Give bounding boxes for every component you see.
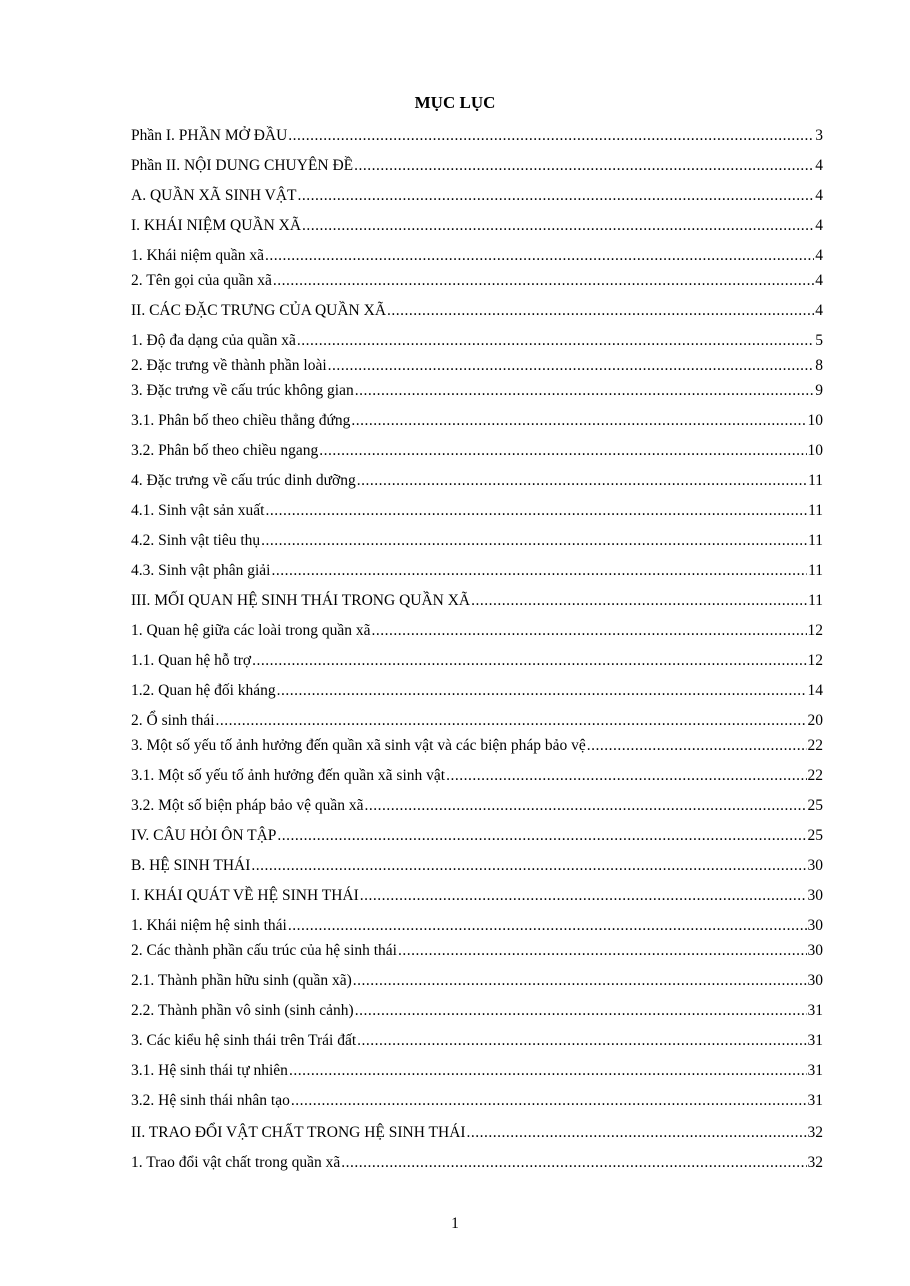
toc-dot-leader: [357, 1030, 806, 1052]
toc-entry-label: 1. Quan hệ giữa các loài trong quần xã: [131, 622, 371, 639]
toc-entry-page: 11: [808, 532, 823, 549]
toc-dot-leader: [357, 470, 807, 492]
toc-entry-30[interactable]: [131, 970, 823, 992]
toc-entry-11[interactable]: [131, 410, 823, 432]
page-number: 1: [451, 1215, 459, 1232]
toc-dot-leader: [360, 885, 807, 907]
toc-dot-leader: [467, 1122, 807, 1144]
toc-entry-page: 30: [807, 917, 823, 934]
toc-entry-label: 2.1. Thành phần hữu sinh (quần xã): [131, 972, 352, 989]
toc-entry-10[interactable]: [131, 380, 823, 402]
toc-entry-label: 2. Tên gọi của quần xã: [131, 272, 272, 289]
toc-dot-leader: [251, 855, 806, 877]
toc-entry-31[interactable]: [131, 1000, 823, 1022]
toc-entry-23[interactable]: [131, 765, 823, 787]
toc-entry-26[interactable]: [131, 855, 823, 877]
toc-dot-leader: [319, 440, 806, 462]
toc-dot-leader: [364, 795, 806, 817]
toc-entry-label: Phần I. PHẦN MỞ ĐẦU: [131, 127, 288, 144]
toc-entry-page: 4: [815, 247, 823, 264]
toc-dot-leader: [273, 270, 814, 292]
toc-entry-7[interactable]: [131, 300, 823, 322]
toc-entry-page: 32: [807, 1154, 823, 1171]
toc-dot-leader: [353, 970, 807, 992]
toc-entry-label: 2.2. Thành phần vô sinh (sinh cảnh): [131, 1002, 354, 1019]
toc-entry-8[interactable]: [131, 330, 823, 352]
toc-entry-label: 3.2. Phân bố theo chiều ngang: [131, 442, 319, 459]
toc-dot-leader: [289, 1060, 807, 1082]
toc-dot-leader: [387, 300, 814, 322]
toc-entry-label: 3.2. Một số biện pháp bảo vệ quần xã: [131, 797, 364, 814]
toc-entry-label: 3. Các kiểu hệ sinh thái trên Trái đất: [131, 1032, 357, 1049]
toc-entry-label: 1. Khái niệm hệ sinh thái: [131, 917, 287, 934]
toc-entry-2[interactable]: [131, 155, 823, 177]
toc-entry-32[interactable]: [131, 1030, 823, 1052]
toc-entry-36[interactable]: [131, 1152, 823, 1174]
toc-dot-leader: [398, 940, 807, 962]
toc-entry-page: 11: [808, 472, 823, 489]
toc-entry-9[interactable]: [131, 355, 823, 377]
toc-entry-page: 3: [815, 127, 823, 144]
toc-entry-label: 3. Một số yếu tố ảnh hưởng đến quần xã sinh vật và các biện pháp bảo vệ: [131, 737, 586, 754]
toc-entry-page: 10: [807, 442, 823, 459]
toc-entry-4[interactable]: [131, 215, 823, 237]
toc-entry-label: 3.2. Hệ sinh thái nhân tạo: [131, 1092, 290, 1109]
toc-entry-label: 1. Khái niệm quần xã: [131, 247, 265, 264]
toc-entry-page: 20: [807, 712, 823, 729]
toc-dot-leader: [277, 825, 806, 847]
toc-entry-label: B. HỆ SINH THÁI: [131, 857, 251, 874]
toc-entry-page: 11: [808, 592, 823, 609]
toc-dot-leader: [297, 330, 814, 352]
toc-entry-25[interactable]: [131, 825, 823, 847]
toc-entry-page: 4: [815, 302, 823, 319]
toc-entry-label: Phần II. NỘI DUNG CHUYÊN ĐỀ: [131, 157, 354, 174]
toc-entry-label: A. QUẦN XÃ SINH VẬT: [131, 187, 297, 204]
toc-dot-leader: [288, 125, 814, 147]
toc-dot-leader: [587, 735, 807, 757]
toc-dot-leader: [216, 710, 807, 732]
toc-entry-page: 12: [807, 622, 823, 639]
toc-dot-leader: [265, 500, 807, 522]
toc-dot-leader: [355, 1000, 807, 1022]
toc-dot-leader: [297, 185, 814, 207]
toc-dot-leader: [328, 355, 815, 377]
toc-entry-label: IV. CÂU HỎI ÔN TẬP: [131, 827, 277, 844]
toc-entry-33[interactable]: [131, 1060, 823, 1082]
toc-dot-leader: [277, 680, 807, 702]
toc-entry-3[interactable]: [131, 185, 823, 207]
toc-entry-page: 9: [815, 382, 823, 399]
toc-entry-page: 4: [815, 187, 823, 204]
toc-entry-28[interactable]: [131, 915, 823, 937]
toc-entry-page: 31: [807, 1062, 823, 1079]
toc-entry-page: 22: [807, 737, 823, 754]
toc-entry-label: 1. Trao đổi vật chất trong quần xã: [131, 1154, 341, 1171]
toc-entry-label: 4.2. Sinh vật tiêu thụ: [131, 532, 261, 549]
toc-entry-label: 2. Các thành phần cấu trúc của hệ sinh thái: [131, 942, 397, 959]
toc-entry-label: 3.1. Một số yếu tố ảnh hưởng đến quần xã sinh vật: [131, 767, 446, 784]
toc-entry-page: 30: [807, 887, 823, 904]
toc-entry-page: 31: [807, 1002, 823, 1019]
toc-entry-page: 12: [807, 652, 823, 669]
toc-entry-label: 1.2. Quan hệ đối kháng: [131, 682, 276, 699]
toc-entry-label: 2. Đặc trưng về thành phần loài: [131, 357, 327, 374]
toc-entry-16[interactable]: [131, 560, 823, 582]
toc-entry-page: 14: [807, 682, 823, 699]
toc-entry-page: 11: [808, 562, 823, 579]
toc-entry-page: 8: [815, 357, 823, 374]
toc-dot-leader: [446, 765, 806, 787]
toc-entry-page: 31: [807, 1032, 823, 1049]
toc-entry-5[interactable]: [131, 245, 823, 267]
toc-entry-label: 4.1. Sinh vật sản xuất: [131, 502, 265, 519]
toc-entry-34[interactable]: [131, 1090, 823, 1112]
toc-entry-page: 4: [815, 157, 823, 174]
toc-entry-label: II. TRAO ĐỔI VẬT CHẤT TRONG HỆ SINH THÁI: [131, 1124, 466, 1141]
toc-dot-leader: [291, 1090, 807, 1112]
toc-dot-leader: [372, 620, 807, 642]
toc-entry-label: I. KHÁI QUÁT VỀ HỆ SINH THÁI: [131, 887, 359, 904]
toc-entry-page: 4: [815, 217, 823, 234]
toc-entry-21[interactable]: [131, 710, 823, 732]
toc-entry-page: 31: [807, 1092, 823, 1109]
toc-entry-page: 10: [807, 412, 823, 429]
toc-entry-13[interactable]: [131, 470, 823, 492]
toc-entry-35[interactable]: [131, 1122, 823, 1144]
toc-entry-label: 3. Đặc trưng về cấu trúc không gian: [131, 382, 354, 399]
toc-entry-18[interactable]: [131, 620, 823, 642]
toc-entry-page: 25: [807, 797, 823, 814]
toc-entry-label: 3.1. Phân bố theo chiều thẳng đứng: [131, 412, 351, 429]
toc-entry-label: I. KHÁI NIỆM QUẦN XÃ: [131, 217, 302, 234]
toc-entry-22[interactable]: [131, 735, 823, 757]
toc-dot-leader: [272, 560, 808, 582]
toc-dot-leader: [355, 380, 815, 402]
toc-entry-page: 30: [807, 942, 823, 959]
toc-entry-29[interactable]: [131, 940, 823, 962]
toc-dot-leader: [288, 915, 807, 937]
toc-dot-leader: [471, 590, 807, 612]
toc-entry-page: 22: [807, 767, 823, 784]
toc-entry-14[interactable]: [131, 500, 823, 522]
toc-dot-leader: [252, 650, 806, 672]
toc-entry-label: 1. Độ đa dạng của quần xã: [131, 332, 296, 349]
toc-entry-label: 1.1. Quan hệ hỗ trợ: [131, 652, 252, 669]
toc-entry-label: 4. Đặc trưng về cấu trúc dinh dưỡng: [131, 472, 356, 489]
toc-entry-page: 25: [807, 827, 823, 844]
toc-entry-12[interactable]: [131, 440, 823, 462]
toc-dot-leader: [354, 155, 814, 177]
toc-entry-15[interactable]: [131, 530, 823, 552]
toc-entry-page: 4: [815, 272, 823, 289]
toc-dot-leader: [265, 245, 814, 267]
page-title: MỤC LỤC: [414, 93, 496, 112]
toc-entry-page: 5: [815, 332, 823, 349]
toc-dot-leader: [302, 215, 814, 237]
toc-entry-label: 4.3. Sinh vật phân giải: [131, 562, 271, 579]
toc-dot-leader: [261, 530, 807, 552]
toc-dot-leader: [351, 410, 806, 432]
toc-entry-page: 11: [808, 502, 823, 519]
toc-entry-page: 30: [807, 972, 823, 989]
toc-entry-page: 32: [807, 1124, 823, 1141]
toc-entry-20[interactable]: [131, 680, 823, 702]
toc-entry-label: II. CÁC ĐẶC TRƯNG CỦA QUẦN XÃ: [131, 302, 387, 319]
toc-entry-6[interactable]: [131, 270, 823, 292]
toc-entry-page: 30: [807, 857, 823, 874]
toc-entry-17[interactable]: [131, 590, 823, 612]
toc-entry-27[interactable]: [131, 885, 823, 907]
toc-entry-1[interactable]: [131, 125, 823, 147]
toc-entry-19[interactable]: [131, 650, 823, 672]
toc-dot-leader: [341, 1152, 806, 1174]
toc-entry-label: III. MỐI QUAN HỆ SINH THÁI TRONG QUẦN XÃ: [131, 592, 471, 609]
toc-entry-label: 3.1. Hệ sinh thái tự nhiên: [131, 1062, 288, 1079]
toc-entry-label: 2. Ổ sinh thái: [131, 712, 215, 729]
toc-entry-24[interactable]: [131, 795, 823, 817]
